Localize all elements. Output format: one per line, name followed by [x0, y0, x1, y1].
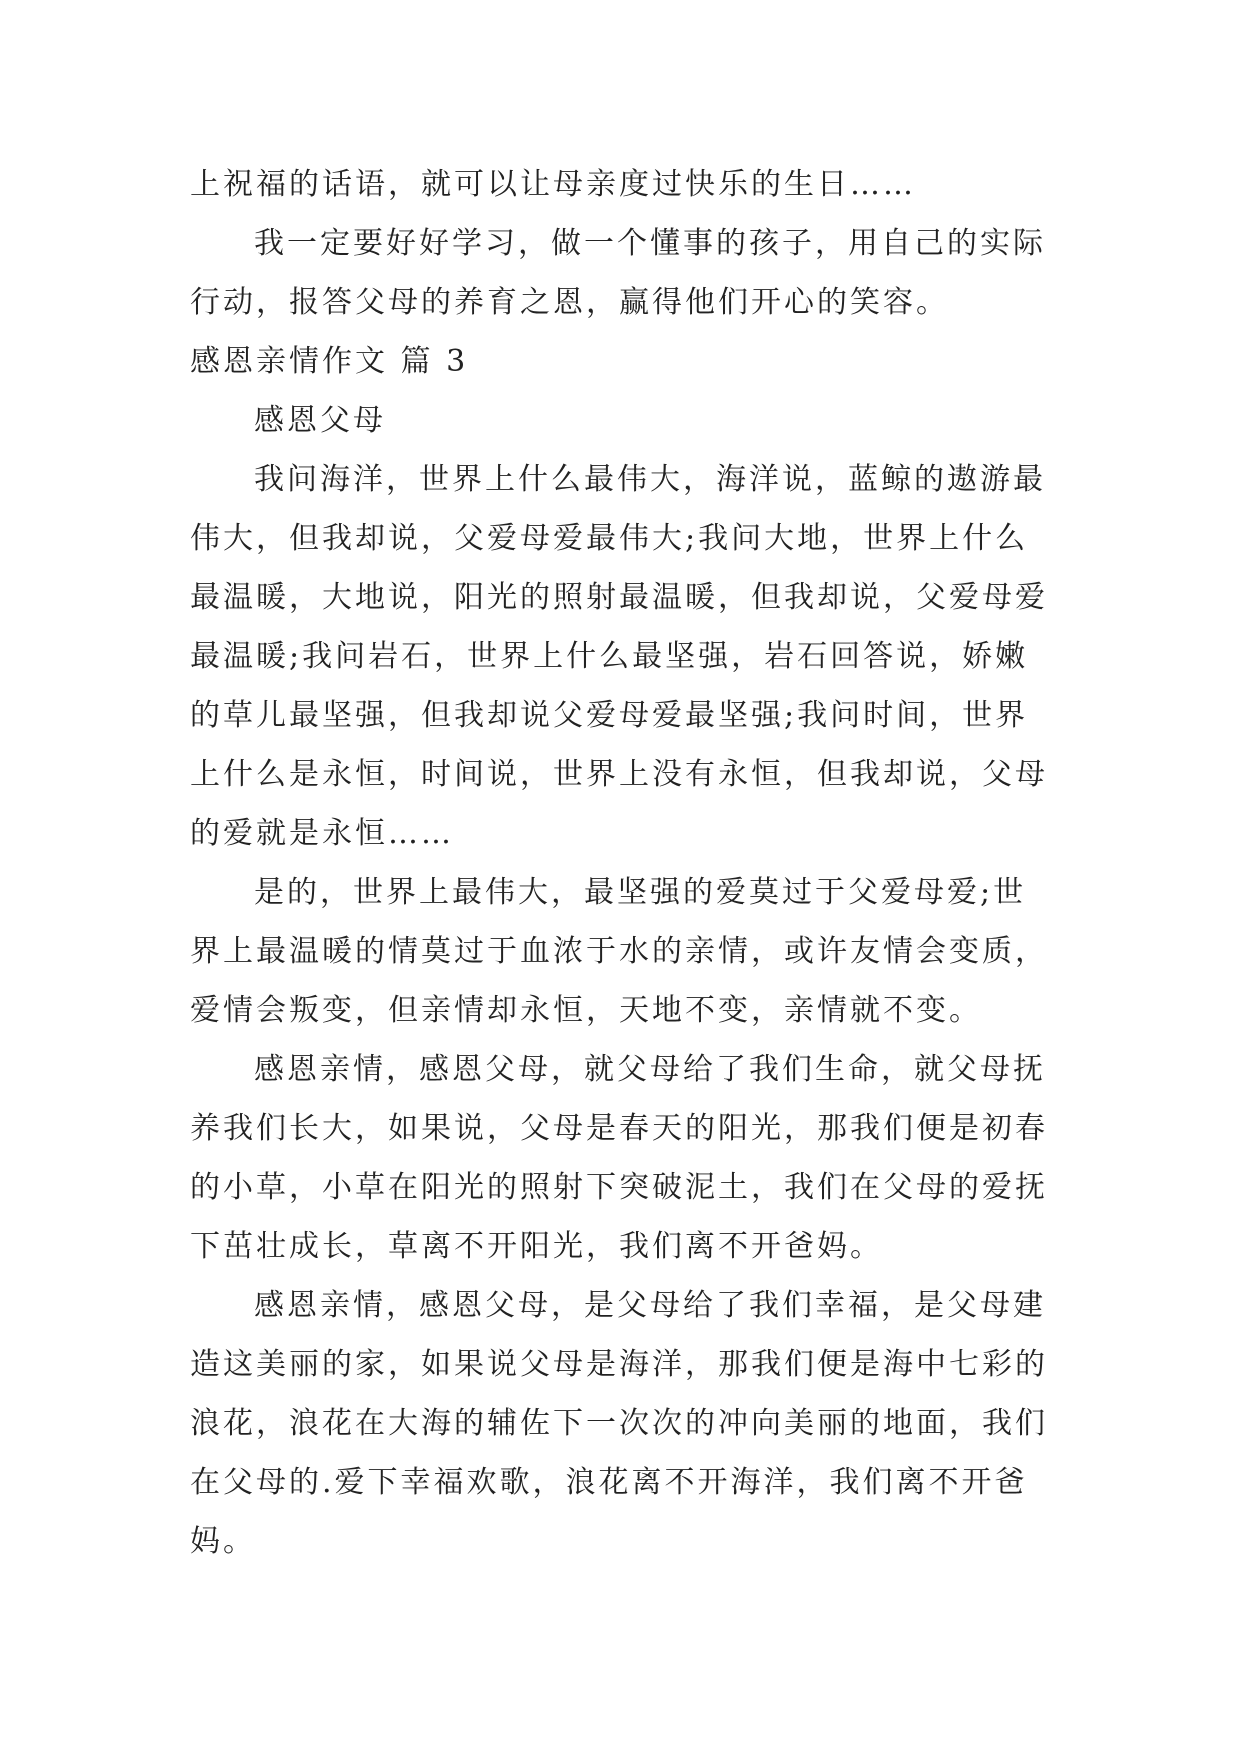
- paragraph-start-line: 感恩亲情，感恩父母，就父母给了我们生命，就父母抚: [254, 1052, 1046, 1087]
- text-line: 妈。: [190, 1524, 256, 1559]
- paragraph-start-line: 我一定要好好学习，做一个懂事的孩子，用自己的实际: [254, 226, 1046, 261]
- text-line: 最温暖;我问岩石，世界上什么最坚强，岩石回答说，娇嫩: [190, 639, 1029, 674]
- text-line: 的草儿最坚强，但我却说父爱母爱最坚强;我问时间，世界: [190, 698, 1029, 733]
- text-line: 的小草，小草在阳光的照射下突破泥土，我们在父母的爱抚: [190, 1170, 1048, 1205]
- text-line: 的爱就是永恒……: [190, 816, 454, 851]
- text-line: 伟大，但我却说，父爱母爱最伟大;我问大地，世界上什么: [190, 521, 1029, 556]
- text-line: 造这美丽的家，如果说父母是海洋，那我们便是海中七彩的: [190, 1347, 1048, 1382]
- paragraph-start-line: 感恩亲情，感恩父母，是父母给了我们幸福，是父母建: [254, 1288, 1046, 1323]
- text-line: 浪花，浪花在大海的辅佐下一次次的冲向美丽的地面，我们: [190, 1406, 1048, 1441]
- text-line: 上祝福的话语，就可以让母亲度过快乐的生日……: [190, 167, 916, 202]
- paragraph-start-line: 是的，世界上最伟大，最坚强的爱莫过于父爱母爱;世: [254, 875, 1027, 910]
- text-line: 养我们长大，如果说，父母是春天的阳光，那我们便是初春: [190, 1111, 1048, 1146]
- text-line: 在父母的.爱下幸福欢歌，浪花离不开海洋，我们离不开爸: [190, 1465, 1028, 1500]
- text-line: 行动，报答父母的养育之恩，赢得他们开心的笑容。: [190, 285, 949, 320]
- text-line: 上什么是永恒，时间说，世界上没有永恒，但我却说，父母: [190, 757, 1048, 792]
- text-line: 界上最温暖的情莫过于血浓于水的亲情，或许友情会变质，: [190, 934, 1048, 969]
- essay-title: 感恩父母: [254, 403, 386, 438]
- text-line: 最温暖，大地说，阳光的照射最温暖，但我却说，父爱母爱: [190, 580, 1048, 615]
- text-line: 爱情会叛变，但亲情却永恒，天地不变，亲情就不变。: [190, 993, 982, 1028]
- paragraph-start-line: 我问海洋，世界上什么最伟大，海洋说，蓝鲸的遨游最: [254, 462, 1046, 497]
- section-heading: 感恩亲情作文 篇 3: [190, 344, 469, 379]
- text-line: 下茁壮成长，草离不开阳光，我们离不开爸妈。: [190, 1229, 883, 1264]
- document-page: [190, 155, 1070, 1571]
